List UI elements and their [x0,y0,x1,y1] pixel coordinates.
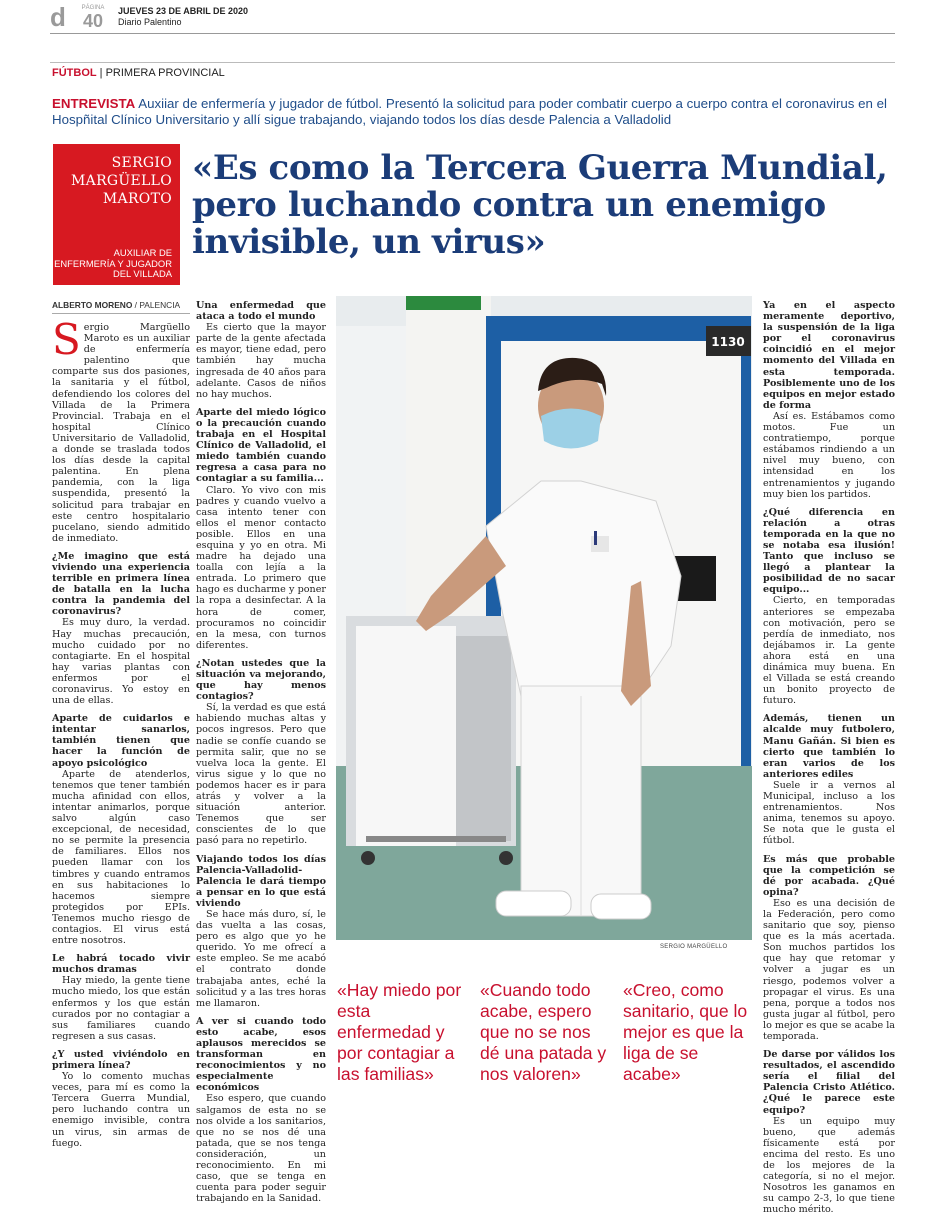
answer: Se hace más duro, sí, le das vuelta a las cosas, pero es algo que yo he querido. Yo me ofrecí a este empleo. Se me acabó el contrato donde trabajaba antes, eché la solicitud y a las tres horas me llamaron. [196,908,326,1009]
masthead-info [118,6,248,28]
question: Ya en el aspecto meramente deportivo, la suspensión de la liga por el coronavirus coincidió en el mejor momento del Villada en esta temporada. Posiblemente uno de los equipos en mejor estado de forma [763,300,895,411]
lead-kicker: ENTREVISTA [52,96,136,111]
answer: Eso espero, que cuando salgamos de esta no se nos olvide a los sanitarios, que no se nos dé una patada, que se nos tenga consideración, un reconocimiento. En mi caso, que se tenga en cuenta para poder seguir trabajando en la Sanidad. [196,1093,326,1205]
article-column-1 [52,315,190,1149]
answer: Es cierto que la mayor parte de la gente afectada es mayor, tiene edad, pero también hay mucha ingresada de 40 años para adelante. Casos de niños no hay muchos. [196,322,326,400]
article-column-4 [763,300,895,1216]
page-label: PÁGINA [81,5,105,11]
answer: Yo lo comento muchas veces, para mí es como la Tercera Guerra Mundial, pero luchando contra un enemigo invisible, contra un virus, sin armas de fuego. [52,1071,190,1149]
answer: Suele ir a vernos al Municipal, incluso a los entrenamientos. Nos anima, tenemos su apoyo. Se nota que le gusta el fútbol. [763,779,895,847]
pull-quote: «Cuando todo acabe, espero que no se nos dé una patada y nos valoren» [480,980,607,1084]
question: A ver si cuando todo esto acabe, esos aplausos merecidos se transforman en reconocimientos y no especialmente económicos [196,1015,326,1094]
answer: Hay miedo, la gente tiene mucho miedo, los que están enfermos y los que están curados por no contagiar a sus familiares cuando regresen a sus casas. [52,975,190,1042]
section-label [52,67,225,79]
question: Es más que probable que la competición se dé por acabada. ¿Qué opina? [763,853,895,898]
byline [52,300,190,314]
article-column-2 [196,300,326,1205]
answer: Cierto, en temporadas anteriores se empezaba con motivación, pero se perdía de inmediato, nos dejábamos ir. La gente ahora está en una dinámica muy buena. En el Villada se está creando un bonito proyecto de futuro. [763,595,895,707]
section-divider [50,62,895,63]
newspaper-logo: d [50,2,66,32]
drop-cap: S [52,315,81,364]
intro-paragraph [52,315,190,544]
question: De darse por válidos los resultados, el ascendido sería el filial del Palencia Cristo Atlético. ¿Qué le parece este equipo? [763,1049,895,1116]
masthead [50,4,895,34]
question: Una enfermedad que ataca a todo el mundo [196,300,326,323]
answer: Así es. Estábamos como motos. Fue un contratiempo, porque estábamos rindiendo a un nivel muy bueno, con intensidad en los entrenamientos y jugando muy bien los partidos. [763,410,895,500]
answer: Es un equipo muy bueno, que además físicamente está por encima del resto. Es uno de los mejores de la categoría, si no el mejor. Nosotros les ganamos en su campo 2-3, lo que tiene mucho mérito. [763,1115,895,1216]
byline-author: ALBERTO MORENO [52,300,133,310]
question: ¿Me imagino que está viviendo una experiencia terrible en primera línea de batalla en la lucha contra la pandemia del coronavirus? [52,550,190,618]
lead-text: Auxiiar de enfermería y jugador de fútbol. Presentó la solicitud para poder combatir cuerpo a cuerpo contra el coronavirus en el Hospñital Clínico Universitario y allí sigue trabajando, viajando todos los días desde Palencia a Valladolid [52,96,887,127]
interviewee-photo [336,296,752,940]
pull-quote: «Hay miedo por esta enfermedad y por contagiar a las familias» [337,980,462,1084]
answer: Aparte de atenderlos, tenemos que tener también mucha afinidad con ellos, intentar animarlos, porque salvo algún caso excepcional, de necesidad, no se permite la presencia de familiares. Ellos nos pueden llamar con los timbres y cuando entramos en sus habitaciones lo hacemos siempre protegidos por EPIs. Tenemos mucho riesgo de contagios. El virus está entre nosotros. [52,768,190,947]
section-main: FÚTBOL [52,67,97,79]
question: ¿Notan ustedes que la situación va mejorando, que hay menos contagios? [196,657,326,703]
intro-text: ergio Margüello Maroto es un auxiliar de enfermería palentino que comparte sus dos pasiones, la sanitaria y el fútbol, defendiendo los colores del Villada de la Primera Provincial. Trabaja en el hospital Clínico Universitario de Valladolid, a donde se traslada todos los días desde la capital palentina. En plena pandemia, con la liga suspendida, presentó la solicitud para trabajar en este centro hospitalario pucelano, siendo admitido de inmediato. [52,322,190,544]
question: Le habrá tocado vivir muchos dramas [52,953,190,976]
interviewee-box [53,144,180,285]
question: ¿Y usted viviéndolo en primera línea? [52,1048,190,1071]
question: ¿Qué diferencia en relación a otras temporada en la que no se notaba esa ilusión! Tanto que incluso se llegó a plantear la posibilidad de no sacar equipo... [763,506,895,596]
answer: Es muy duro, la verdad. Hay muchas precaución, mucho cuidado por no contagiarte. En el hospital hay varias plantas con enfermos por el coronavirus. Yo estoy en una de ellas. [52,617,190,707]
answer: Claro. Yo vivo con mis padres y cuando vuelvo a casa intento tener con ellos el menor contacto posible. Ellos en una esquina y yo en otra. Mi madre ha dejado una toalla con lejía a la entrada. Lo primero que hago es ducharme y poner la ropa a desinfectar. A la hora de comer, procuramos no coincidir en la mesa, con turnos diferentes. [196,484,326,651]
issue-date: JUEVES 23 DE ABRIL DE 2020 [118,6,249,16]
answer: Eso es una decisión de la Federación, pero como sanitario que soy, pienso que es la más acertada. Son muchos partidos los que hay que retomar y volver a jugar es un riesgo, podemos volver a propagar el virus. Es una pena, porque a todos nos gusta jugar al fútbol, pero lo mejor es que se acabe la temporada. [763,897,895,1042]
question: Viajando todos los días Palencia-Valladolid-Palencia le dará tiempo a pensar en lo que está viviendo [196,853,326,909]
page-number-box [80,5,106,30]
pull-quote: «Creo, como sanitario, que lo mejor es que la liga de se acabe» [623,980,748,1084]
interviewee-role: AUXILIAR DE ENFERMERÍA Y JUGADOR DEL VILLADA [54,247,172,279]
question: Aparte del miedo lógico o la precaución cuando trabaja en el Hospital Clínico de Valladolid, el miedo también cuando regresa a casa para no contagiar a su familia... [196,406,326,485]
newspaper-name: Diario Palentino [118,17,182,27]
question: Además, tienen un alcalde muy futbolero, Manu Gañán. Si bien es cierto que también lo eran varios de los anteriores ediles [763,713,895,780]
section-sub: | PRIMERA PROVINCIAL [99,67,225,79]
headline: «Es como la Tercera Guerra Mundial, pero luchando contra un enemigo invisible, un virus» [192,148,888,262]
page-number: 40 [82,11,104,31]
question: Aparte de cuidarlos e intentar sanarlos, también tienen que hacer la función de apoyo psicológico [52,713,190,769]
photo-credit: SERGIO MARGÜELLO [660,944,728,950]
byline-place: / PALENCIA [132,300,181,310]
answer: Sí, la verdad es que está habiendo muchas altas y pocos ingresos. Pero que nadie se confíe cuando se permita salir, que no se vuelva loca la gente. El virus sigue y lo que no podemos hacer es ir para atrás y volver a la situación anterior. Tenemos que ser conscientes de lo que pasó para no repetirlo. [196,702,326,847]
interviewee-name: SERGIO MARGÜELLO MAROTO [71,155,172,207]
door-number: 1130 [711,335,745,349]
article-lead [52,96,897,128]
